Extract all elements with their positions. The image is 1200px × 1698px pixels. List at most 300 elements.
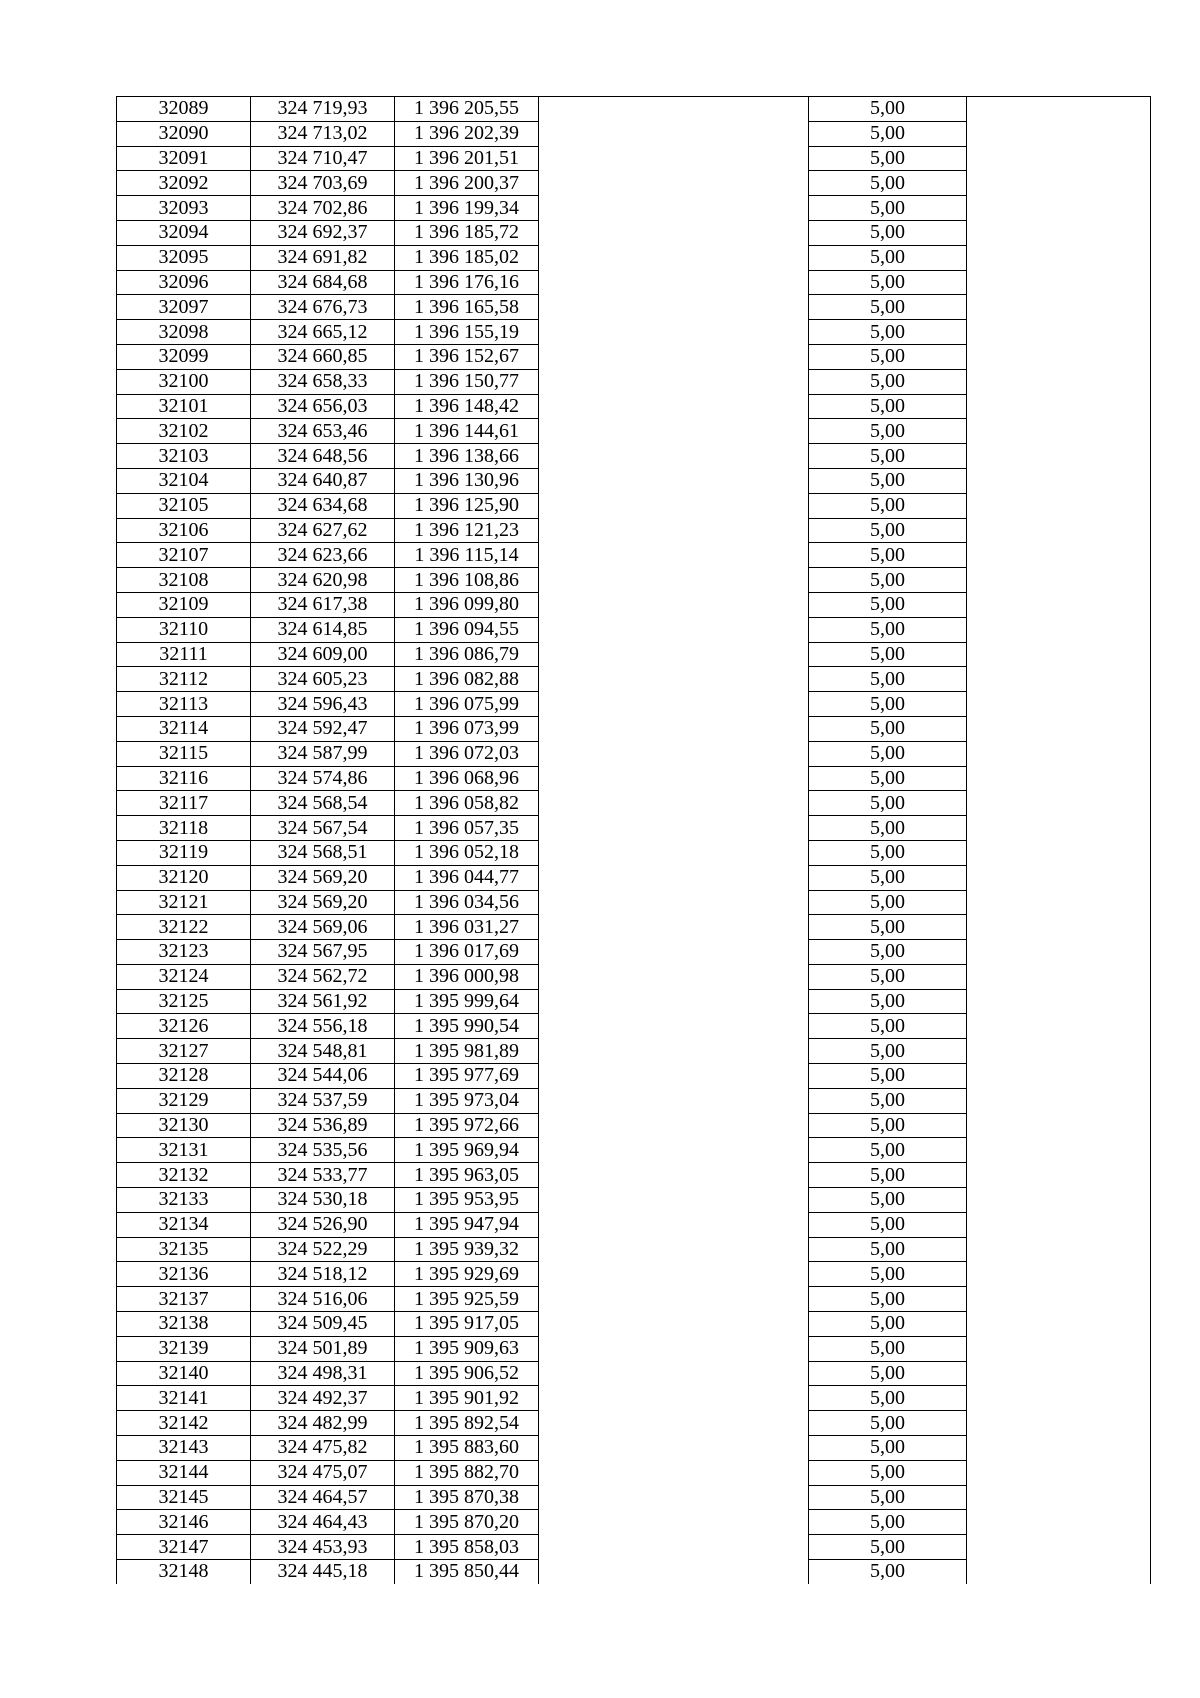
table-row — [117, 171, 1151, 196]
point-number: 32112 — [117, 667, 251, 692]
y-coordinate: 1 395 973,04 — [395, 1088, 539, 1113]
x-coordinate: 324 660,85 — [251, 344, 395, 369]
value-cell: 5,00 — [809, 1336, 967, 1361]
table-row — [117, 1088, 1151, 1113]
x-coordinate: 324 556,18 — [251, 1014, 395, 1039]
value-cell: 5,00 — [809, 915, 967, 940]
empty-cell — [539, 865, 809, 890]
x-coordinate: 324 684,68 — [251, 270, 395, 295]
table-row — [117, 270, 1151, 295]
empty-cell — [539, 716, 809, 741]
empty-cell — [967, 320, 1151, 345]
x-coordinate: 324 561,92 — [251, 989, 395, 1014]
table-row — [117, 1188, 1151, 1213]
value-cell: 5,00 — [809, 1113, 967, 1138]
table-row — [117, 1237, 1151, 1262]
empty-cell — [539, 444, 809, 469]
empty-cell — [967, 568, 1151, 593]
empty-cell — [539, 97, 809, 122]
empty-cell — [967, 1436, 1151, 1461]
table-row — [117, 1436, 1151, 1461]
x-coordinate: 324 587,99 — [251, 741, 395, 766]
empty-cell — [539, 1287, 809, 1312]
y-coordinate: 1 395 892,54 — [395, 1411, 539, 1436]
point-number: 32094 — [117, 220, 251, 245]
point-number: 32127 — [117, 1039, 251, 1064]
value-cell: 5,00 — [809, 320, 967, 345]
y-coordinate: 1 396 052,18 — [395, 840, 539, 865]
value-cell: 5,00 — [809, 1560, 967, 1584]
point-number: 32143 — [117, 1436, 251, 1461]
x-coordinate: 324 548,81 — [251, 1039, 395, 1064]
empty-cell — [967, 1336, 1151, 1361]
empty-cell — [967, 493, 1151, 518]
x-coordinate: 324 653,46 — [251, 419, 395, 444]
point-number: 32107 — [117, 543, 251, 568]
x-coordinate: 324 526,90 — [251, 1212, 395, 1237]
empty-cell — [539, 1138, 809, 1163]
empty-cell — [539, 196, 809, 221]
point-number: 32139 — [117, 1336, 251, 1361]
empty-cell — [539, 369, 809, 394]
value-cell: 5,00 — [809, 667, 967, 692]
point-number: 32092 — [117, 171, 251, 196]
empty-cell — [539, 468, 809, 493]
table-row — [117, 1163, 1151, 1188]
x-coordinate: 324 569,06 — [251, 915, 395, 940]
empty-cell — [539, 816, 809, 841]
empty-cell — [967, 617, 1151, 642]
point-number: 32135 — [117, 1237, 251, 1262]
table-row — [117, 667, 1151, 692]
table-row — [117, 1287, 1151, 1312]
value-cell: 5,00 — [809, 692, 967, 717]
y-coordinate: 1 396 155,19 — [395, 320, 539, 345]
point-number: 32106 — [117, 518, 251, 543]
empty-cell — [967, 1088, 1151, 1113]
empty-cell — [539, 1336, 809, 1361]
empty-cell — [539, 1411, 809, 1436]
value-cell: 5,00 — [809, 1386, 967, 1411]
table-row — [117, 1361, 1151, 1386]
point-number: 32130 — [117, 1113, 251, 1138]
point-number: 32115 — [117, 741, 251, 766]
y-coordinate: 1 396 199,34 — [395, 196, 539, 221]
x-coordinate: 324 691,82 — [251, 245, 395, 270]
table-row — [117, 493, 1151, 518]
x-coordinate: 324 464,57 — [251, 1485, 395, 1510]
point-number: 32097 — [117, 295, 251, 320]
empty-cell — [539, 1386, 809, 1411]
table-row — [117, 1336, 1151, 1361]
empty-cell — [539, 940, 809, 965]
empty-cell — [539, 791, 809, 816]
point-number: 32119 — [117, 840, 251, 865]
empty-cell — [967, 741, 1151, 766]
table-row — [117, 716, 1151, 741]
empty-cell — [539, 245, 809, 270]
table-row — [117, 592, 1151, 617]
empty-cell — [967, 344, 1151, 369]
table-row — [117, 741, 1151, 766]
empty-cell — [539, 1510, 809, 1535]
value-cell: 5,00 — [809, 865, 967, 890]
empty-cell — [967, 394, 1151, 419]
point-number: 32099 — [117, 344, 251, 369]
value-cell: 5,00 — [809, 146, 967, 171]
table-row — [117, 766, 1151, 791]
point-number: 32131 — [117, 1138, 251, 1163]
y-coordinate: 1 396 125,90 — [395, 493, 539, 518]
point-number: 32113 — [117, 692, 251, 717]
table-row — [117, 1386, 1151, 1411]
empty-cell — [967, 171, 1151, 196]
empty-cell — [967, 840, 1151, 865]
y-coordinate: 1 396 205,55 — [395, 97, 539, 122]
value-cell: 5,00 — [809, 592, 967, 617]
empty-cell — [539, 766, 809, 791]
empty-cell — [967, 146, 1151, 171]
point-number: 32140 — [117, 1361, 251, 1386]
y-coordinate: 1 395 882,70 — [395, 1460, 539, 1485]
y-coordinate: 1 396 044,77 — [395, 865, 539, 890]
empty-cell — [967, 1212, 1151, 1237]
point-number: 32126 — [117, 1014, 251, 1039]
value-cell: 5,00 — [809, 716, 967, 741]
empty-cell — [539, 741, 809, 766]
point-number: 32100 — [117, 369, 251, 394]
x-coordinate: 324 703,69 — [251, 171, 395, 196]
table-row — [117, 121, 1151, 146]
value-cell: 5,00 — [809, 1212, 967, 1237]
x-coordinate: 324 569,20 — [251, 865, 395, 890]
x-coordinate: 324 574,86 — [251, 766, 395, 791]
y-coordinate: 1 396 086,79 — [395, 642, 539, 667]
empty-cell — [967, 1262, 1151, 1287]
point-number: 32144 — [117, 1460, 251, 1485]
empty-cell — [967, 543, 1151, 568]
empty-cell — [967, 1535, 1151, 1560]
x-coordinate: 324 719,93 — [251, 97, 395, 122]
empty-cell — [539, 1262, 809, 1287]
table-row — [117, 320, 1151, 345]
y-coordinate: 1 395 850,44 — [395, 1560, 539, 1584]
y-coordinate: 1 395 925,59 — [395, 1287, 539, 1312]
y-coordinate: 1 396 150,77 — [395, 369, 539, 394]
empty-cell — [539, 493, 809, 518]
empty-cell — [967, 890, 1151, 915]
empty-cell — [967, 121, 1151, 146]
empty-cell — [539, 1163, 809, 1188]
value-cell: 5,00 — [809, 394, 967, 419]
table-row — [117, 444, 1151, 469]
point-number: 32091 — [117, 146, 251, 171]
empty-cell — [539, 642, 809, 667]
empty-cell — [539, 1188, 809, 1213]
value-cell: 5,00 — [809, 766, 967, 791]
table-row — [117, 865, 1151, 890]
x-coordinate: 324 475,82 — [251, 1436, 395, 1461]
y-coordinate: 1 396 034,56 — [395, 890, 539, 915]
value-cell: 5,00 — [809, 270, 967, 295]
table-row — [117, 1039, 1151, 1064]
x-coordinate: 324 501,89 — [251, 1336, 395, 1361]
point-number: 32095 — [117, 245, 251, 270]
x-coordinate: 324 702,86 — [251, 196, 395, 221]
value-cell: 5,00 — [809, 816, 967, 841]
value-cell: 5,00 — [809, 1237, 967, 1262]
empty-cell — [539, 146, 809, 171]
point-number: 32118 — [117, 816, 251, 841]
empty-cell — [967, 865, 1151, 890]
empty-cell — [967, 270, 1151, 295]
empty-cell — [539, 171, 809, 196]
y-coordinate: 1 396 201,51 — [395, 146, 539, 171]
empty-cell — [539, 518, 809, 543]
point-number: 32108 — [117, 568, 251, 593]
value-cell: 5,00 — [809, 295, 967, 320]
point-number: 32124 — [117, 964, 251, 989]
y-coordinate: 1 396 031,27 — [395, 915, 539, 940]
x-coordinate: 324 676,73 — [251, 295, 395, 320]
point-number: 32145 — [117, 1485, 251, 1510]
x-coordinate: 324 648,56 — [251, 444, 395, 469]
y-coordinate: 1 396 185,02 — [395, 245, 539, 270]
point-number: 32110 — [117, 617, 251, 642]
empty-cell — [539, 1361, 809, 1386]
y-coordinate: 1 396 057,35 — [395, 816, 539, 841]
empty-cell — [967, 1560, 1151, 1584]
y-coordinate: 1 396 115,14 — [395, 543, 539, 568]
empty-cell — [539, 989, 809, 1014]
empty-cell — [967, 1014, 1151, 1039]
y-coordinate: 1 395 939,32 — [395, 1237, 539, 1262]
y-coordinate: 1 396 017,69 — [395, 940, 539, 965]
y-coordinate: 1 395 870,20 — [395, 1510, 539, 1535]
value-cell: 5,00 — [809, 617, 967, 642]
x-coordinate: 324 614,85 — [251, 617, 395, 642]
point-number: 32146 — [117, 1510, 251, 1535]
empty-cell — [967, 592, 1151, 617]
y-coordinate: 1 396 138,66 — [395, 444, 539, 469]
value-cell: 5,00 — [809, 97, 967, 122]
point-number: 32089 — [117, 97, 251, 122]
empty-cell — [967, 1361, 1151, 1386]
value-cell: 5,00 — [809, 518, 967, 543]
table-row — [117, 543, 1151, 568]
y-coordinate: 1 395 909,63 — [395, 1336, 539, 1361]
table-row — [117, 518, 1151, 543]
point-number: 32117 — [117, 791, 251, 816]
value-cell: 5,00 — [809, 890, 967, 915]
table-row — [117, 220, 1151, 245]
value-cell: 5,00 — [809, 940, 967, 965]
x-coordinate: 324 522,29 — [251, 1237, 395, 1262]
table-row — [117, 1138, 1151, 1163]
empty-cell — [967, 518, 1151, 543]
point-number: 32120 — [117, 865, 251, 890]
empty-cell — [967, 369, 1151, 394]
empty-cell — [539, 1039, 809, 1064]
point-number: 32103 — [117, 444, 251, 469]
y-coordinate: 1 395 953,95 — [395, 1188, 539, 1213]
table-row — [117, 419, 1151, 444]
table-row — [117, 989, 1151, 1014]
empty-cell — [539, 890, 809, 915]
empty-cell — [967, 1113, 1151, 1138]
empty-cell — [539, 1436, 809, 1461]
empty-cell — [967, 915, 1151, 940]
x-coordinate: 324 536,89 — [251, 1113, 395, 1138]
empty-cell — [967, 1312, 1151, 1337]
y-coordinate: 1 396 082,88 — [395, 667, 539, 692]
point-number: 32148 — [117, 1560, 251, 1584]
x-coordinate: 324 592,47 — [251, 716, 395, 741]
table-body — [117, 97, 1151, 1584]
value-cell: 5,00 — [809, 171, 967, 196]
x-coordinate: 324 509,45 — [251, 1312, 395, 1337]
empty-cell — [539, 840, 809, 865]
empty-cell — [539, 1460, 809, 1485]
value-cell: 5,00 — [809, 1312, 967, 1337]
empty-cell — [539, 419, 809, 444]
x-coordinate: 324 530,18 — [251, 1188, 395, 1213]
point-number: 32116 — [117, 766, 251, 791]
point-number: 32125 — [117, 989, 251, 1014]
x-coordinate: 324 634,68 — [251, 493, 395, 518]
x-coordinate: 324 627,62 — [251, 518, 395, 543]
value-cell: 5,00 — [809, 964, 967, 989]
x-coordinate: 324 658,33 — [251, 369, 395, 394]
empty-cell — [539, 1014, 809, 1039]
empty-cell — [967, 940, 1151, 965]
table-row — [117, 1411, 1151, 1436]
y-coordinate: 1 395 969,94 — [395, 1138, 539, 1163]
empty-cell — [539, 1560, 809, 1584]
table-row — [117, 1262, 1151, 1287]
table-row — [117, 146, 1151, 171]
y-coordinate: 1 396 200,37 — [395, 171, 539, 196]
empty-cell — [967, 245, 1151, 270]
table-row — [117, 692, 1151, 717]
value-cell: 5,00 — [809, 989, 967, 1014]
empty-cell — [967, 1485, 1151, 1510]
y-coordinate: 1 395 906,52 — [395, 1361, 539, 1386]
y-coordinate: 1 395 972,66 — [395, 1113, 539, 1138]
value-cell: 5,00 — [809, 344, 967, 369]
y-coordinate: 1 396 152,67 — [395, 344, 539, 369]
y-coordinate: 1 395 929,69 — [395, 1262, 539, 1287]
empty-cell — [967, 716, 1151, 741]
empty-cell — [539, 1212, 809, 1237]
x-coordinate: 324 609,00 — [251, 642, 395, 667]
value-cell: 5,00 — [809, 369, 967, 394]
point-number: 32138 — [117, 1312, 251, 1337]
table-row — [117, 245, 1151, 270]
empty-cell — [539, 344, 809, 369]
x-coordinate: 324 567,95 — [251, 940, 395, 965]
point-number: 32134 — [117, 1212, 251, 1237]
y-coordinate: 1 396 058,82 — [395, 791, 539, 816]
empty-cell — [967, 1163, 1151, 1188]
empty-cell — [539, 915, 809, 940]
point-number: 32123 — [117, 940, 251, 965]
empty-cell — [967, 692, 1151, 717]
empty-cell — [539, 121, 809, 146]
table-row — [117, 1460, 1151, 1485]
empty-cell — [967, 1188, 1151, 1213]
point-number: 32105 — [117, 493, 251, 518]
empty-cell — [967, 964, 1151, 989]
value-cell: 5,00 — [809, 1436, 967, 1461]
y-coordinate: 1 395 917,05 — [395, 1312, 539, 1337]
x-coordinate: 324 482,99 — [251, 1411, 395, 1436]
value-cell: 5,00 — [809, 1262, 967, 1287]
empty-cell — [967, 1411, 1151, 1436]
x-coordinate: 324 568,54 — [251, 791, 395, 816]
point-number: 32132 — [117, 1163, 251, 1188]
y-coordinate: 1 396 121,23 — [395, 518, 539, 543]
x-coordinate: 324 617,38 — [251, 592, 395, 617]
value-cell: 5,00 — [809, 220, 967, 245]
empty-cell — [539, 1237, 809, 1262]
point-number: 32111 — [117, 642, 251, 667]
table-row — [117, 394, 1151, 419]
value-cell: 5,00 — [809, 840, 967, 865]
x-coordinate: 324 640,87 — [251, 468, 395, 493]
value-cell: 5,00 — [809, 1411, 967, 1436]
value-cell: 5,00 — [809, 121, 967, 146]
x-coordinate: 324 562,72 — [251, 964, 395, 989]
x-coordinate: 324 656,03 — [251, 394, 395, 419]
empty-cell — [539, 270, 809, 295]
y-coordinate: 1 396 108,86 — [395, 568, 539, 593]
y-coordinate: 1 396 099,80 — [395, 592, 539, 617]
table-row — [117, 344, 1151, 369]
y-coordinate: 1 396 094,55 — [395, 617, 539, 642]
y-coordinate: 1 396 130,96 — [395, 468, 539, 493]
value-cell: 5,00 — [809, 1361, 967, 1386]
x-coordinate: 324 498,31 — [251, 1361, 395, 1386]
x-coordinate: 324 453,93 — [251, 1535, 395, 1560]
table-row — [117, 1312, 1151, 1337]
empty-cell — [967, 766, 1151, 791]
point-number: 32093 — [117, 196, 251, 221]
table-row — [117, 1064, 1151, 1089]
y-coordinate: 1 395 947,94 — [395, 1212, 539, 1237]
point-number: 32121 — [117, 890, 251, 915]
y-coordinate: 1 396 176,16 — [395, 270, 539, 295]
value-cell: 5,00 — [809, 1138, 967, 1163]
empty-cell — [539, 220, 809, 245]
value-cell: 5,00 — [809, 568, 967, 593]
y-coordinate: 1 396 185,72 — [395, 220, 539, 245]
x-coordinate: 324 569,20 — [251, 890, 395, 915]
table-row — [117, 915, 1151, 940]
y-coordinate: 1 396 075,99 — [395, 692, 539, 717]
empty-cell — [967, 642, 1151, 667]
value-cell: 5,00 — [809, 419, 967, 444]
table-row — [117, 1485, 1151, 1510]
value-cell: 5,00 — [809, 1510, 967, 1535]
empty-cell — [967, 1287, 1151, 1312]
table-row — [117, 1113, 1151, 1138]
empty-cell — [967, 1386, 1151, 1411]
point-number: 32142 — [117, 1411, 251, 1436]
table-row — [117, 97, 1151, 122]
value-cell: 5,00 — [809, 1163, 967, 1188]
value-cell: 5,00 — [809, 1535, 967, 1560]
